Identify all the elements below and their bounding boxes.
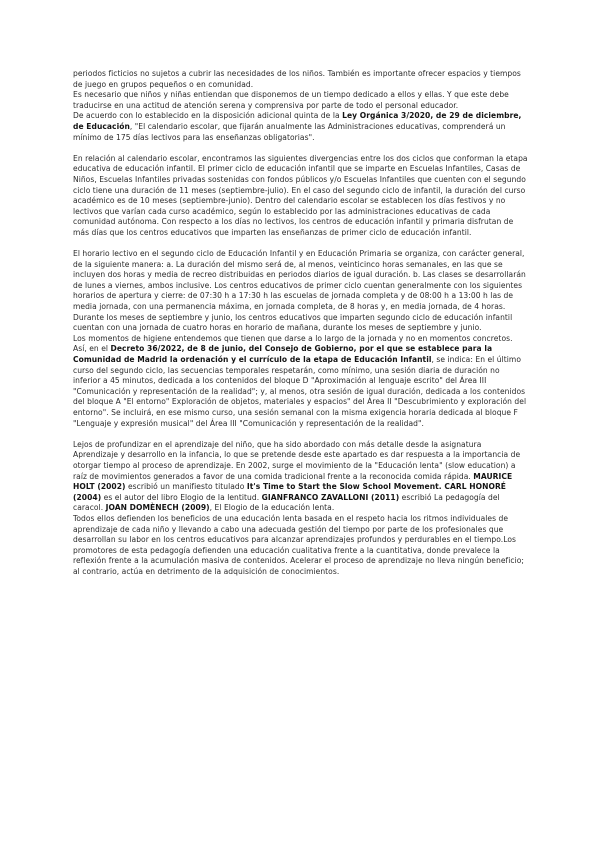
body-paragraph	[73, 514, 528, 578]
document-body	[73, 69, 528, 578]
bold-text: JOAN DOMÈNECH (2009)	[105, 503, 210, 513]
text-run: En relación al calendario escolar, encontramos las siguientes divergencias entre los dos ciclos que conforman la etapa educativa de educación infantil. El primer ciclo de educación infantil que se imparte en Escuelas Infantiles, Casas de Niños, Escuelas Infantiles privadas sostenidas con fondos públicos y/o Escuelas Infantiles que cuenten con el segundo ciclo tiene una duración de 11 meses (septiembre-julio). En el caso del segundo ciclo de infantil, la duración del curso académico es de 10 meses (septiembre-junio). Dentro del calendario escolar se establecen los días festivos y no lectivos que varían cada curso académico, según lo establecido por las administraciones educativas de cada comunidad autónoma. Con respecto a los días no lectivos, los centros de educación infantil y primaria disfrutan de más días que los centros educativos que imparten las enseñanzas de primer ciclo de educación infantil.	[73, 153, 528, 237]
text-run: De acuerdo con lo establecido en la disposición adicional quinta de la	[73, 111, 343, 121]
body-paragraph	[73, 69, 528, 90]
text-run: Lejos de profundizar en el aprendizaje del niño, que ha sido abordado con más detalle desde la asignatura Aprendizaje y desarrollo en la infancia, lo que se pretende desde este apartado es dar respuesta a la importancia de otorgar tiempo al proceso de aprendizaje. En 2002, surge el movimiento de la "Educación lenta" (slow education) a raíz de movimientos generados a favor de una comida tradicional frente a la reconocida comida rápida.	[73, 439, 521, 481]
text-run: El horario lectivo en el segundo ciclo de Educación Infantil y en Educación Primaria se organiza, con carácter general, de la siguiente manera: a. La duración del mismo será de, al menos, veinticinco horas semanales, en las que se incluyen dos horas y media de recreo distribuidas en periodos diarios de igual duración. b. Las clases se desarrollarán de lunes a viernes, ambos inclusive. Los centros educativos de primer ciclo cuentan generalmente con los siguientes horarios de apertura y cierre: de 07:30 h a 17:30 h las escuelas de jornada completa y de 08:00 h a 13:00 h las de media jornada, con una permanencia máxima, en jornada completa, de 8 horas y, en media jornada, de 4 horas. Durante los meses de septiembre y junio, los centros educativos que imparten segundo ciclo de educación infantil cuentan con una jornada de cuatro horas en horario de mañana, durante los meses de septiembre y junio.	[73, 249, 526, 333]
paragraph-spacer	[73, 143, 528, 154]
text-run: escribió La pedagogía del caracol.	[73, 492, 500, 513]
body-paragraph	[73, 249, 528, 334]
paragraph-spacer	[73, 239, 528, 250]
body-paragraph	[73, 440, 528, 514]
text-run: escribió un manifiesto titulado	[125, 482, 247, 492]
text-run: , "El calendario escolar, que fijarán anualmente las Administraciones educativas, comprenderá un mínimo de 175 días lectivos para las enseñanzas obligatorias".	[73, 121, 506, 142]
text-run: Todos ellos defienden los beneficios de una educación lenta basada en el respeto hacia los ritmos individuales de aprendizaje de cada niño y llevando a cabo una adecuada gestión del tiempo por parte de los profesionales que desarrollan su labor en los centros educativos para alcanzar aprendizajes profundos y perdurables en el tiempo.Los promotores de esta pedagogía defienden una educación cualitativa frente a la cuantitativa, donde prevalece la reflexión frente a la acumulación masiva de contenidos. Acelerar el proceso de aprendizaje no lleva ningún beneficio; al contrario, actúa en detrimento de la adquisición de conocimientos.	[73, 513, 524, 576]
bold-text: Ley Orgánica 3/2020, de 29 de diciembre, de Educación	[73, 111, 522, 131]
text-run: , se indica: En el último curso del segundo ciclo, las secuencias temporales respetarán, como mínimo, una sesión diaria de duración no inferior a 45 minutos, dedicada a los contenidos del bloque D "Aproximación al lenguaje escrito" del Área III "Comunicación y representación de la realidad"; y, al menos, otra sesión de igual duración, dedicada a los contenidos del bloque A "El entorno" Exploración de objetos, materiales y espacios" del Área II "Descubrimiento y exploración del entorno". Se incluirá, en ese mismo curso, una sesión semanal con la misma exigencia horaria dedicada al bloque F "Lenguaje y expresión musical" del Área III "Comunicación y representación de la realidad".	[73, 355, 527, 428]
text-run: Los momentos de higiene entendemos que tienen que darse a lo largo de la jornada y no en momentos concretos. Así, en el	[73, 333, 513, 354]
bold-text: Decreto 36/2022, de 8 de junio, del Consejo de Gobierno, por el que se establece para la Comunidad de Madrid la ordenación y el currículo de la etapa de Educación Infantil	[73, 344, 493, 365]
text-run: es el autor del libro Elogio de la lentitud.	[101, 492, 262, 502]
bold-text: MAURICE HOLT (2002)	[73, 471, 513, 492]
bold-text: GIANFRANCO ZAVALLONI (2011)	[261, 492, 400, 502]
text-run: periodos ficticios no sujetos a cubrir las necesidades de los niños. También es importante ofrecer espacios y tiempos de juego en grupos pequeños o en comunidad.	[73, 69, 521, 89]
body-paragraph	[73, 90, 528, 111]
bold-text: It's Time to Start the Slow School Movement. CARL HONORÉ (2004)	[73, 482, 507, 502]
text-run: Es necesario que niños y niñas entiendan que disponemos de un tiempo dedicado a ellos y ellas. Y que este debe traducirse en una actitud de atención serena y comprensiva por parte de todo el personal educador.	[73, 90, 509, 110]
text-run: , El Elogio de la educación lenta.	[209, 503, 335, 513]
body-paragraph	[73, 334, 528, 429]
paragraph-spacer	[73, 429, 528, 440]
body-paragraph	[73, 154, 528, 239]
body-paragraph	[73, 111, 528, 143]
